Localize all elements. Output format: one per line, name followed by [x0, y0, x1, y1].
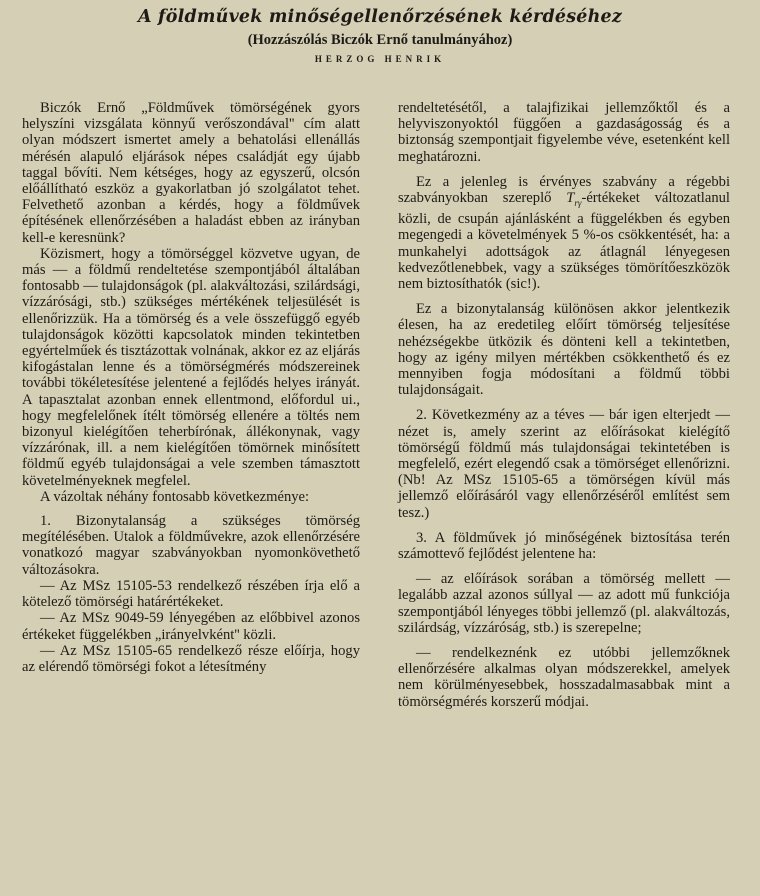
paragraph-common-knowledge: Közismert, hogy a tömörséggel közvetve ugyan, de más — a földmű rendeltetése szempontjából általában fontosabb — tulajdonságok (pl. alakváltozási, szilárdsági, vízzárósági, stb.) szükséges mértékének teljesülését is ellenőrizzük. Ha a tömörség és a vele összefüggő egyéb tulajdonságok közötti kapcsolatok minden tekintetben egyértelműek és tisztázottak volnának, akkor ez az eljárás kifogástalan lenne és a tömörségmérés módszereinek további tökéletesítése jelentené a fejlődés helyes irányát. A tapasztalat azonban ennek ellentmond, előfordul ui., hogy megfelelőnek ítélt tömörség ellenére a töltés nem bizonyul kielégítően teherbírónak, állékonynak, vagy vízzárónak, ill. a nem kielégítően tömörnek minősített földmű egyéb tulajdonságai a vele szemben támasztott követelményeknek megfelel.	[22, 245, 361, 489]
paragraph-intro: Biczók Ernő „Földművek tömörségének gyors helyszíni vizsgálata könnyű verőszondával'' cím alatt olyan módszert ismertet amely a behatolási ellenállás mérésén alapuló eljárások népes családját egy újabb taggal bővíti. Nem kétséges, hogy az egyszerű, olcsón előállítható eszköz a gyakorlatban jó szolgálatot tehet. Felvethető azonban a kérdés, hogy a földművek építésének ellenőrzésében a haladást ebben az irányban kell-e keresnünk?	[22, 100, 360, 246]
article-title: A földművek minőségellenőrzésének kérdéséhez	[137, 7, 623, 27]
paragraph-point-3-a: — az előírások sorában a tömörség mellett — legalább azzal azonos súllyal — az adott mű funkciója szempontjából lényeges többi jellemző (pl. alakváltozás, szilárdság, vízzáróság, stb.) is szerepelne;	[398, 571, 730, 636]
paragraph-msz-15105-65: — Az MSz 15105-65 rendelkező része előírja, hogy az elérendő tömörségi fokot a létesítmény	[22, 642, 360, 675]
article-author: HERZOG HENRIK	[314, 54, 446, 64]
current-standard-text-b: -értékeket változatlanul közli, de csupán ajánlásként a függelékben és egyben megengedi a követelmények 5 %-os csökkentését, ha: a munkahelyi adottságok az átlagnál lényegesen kedvezőtlenebbek, vagy a szükséges tömörítőeszközök nem biztosíthatók (sic!).	[398, 190, 730, 292]
paragraph-msz-9049-59: — Az MSz 9049-59 lényegében az előbbivel azonos értékeket függelékben „irányelvként'' közli.	[22, 610, 360, 643]
paragraph-point-3-b: — rendelkeznénk ez utóbbi jellemzőknek ellenőrzésére alkalmas olyan módszerekkel, amelyek nem körülményesebbek, hosszadalmasabbak mint a tömörségmérés korszerű módjai.	[398, 645, 730, 710]
paragraph-uncertainty: Ez a bizonytalanság különösen akkor jelentkezik élesen, ha az eredetileg előírt tömörség teljesítése nehézségekbe ütközik és dönteni kell a tekintetben, hogy az igény milyen mértékben csökkenthető és ez mennyiben fogja módosítani a földmű többi tulajdonságait.	[398, 301, 730, 399]
paragraph-consequences-lead: A vázoltak néhány fontosabb következménye:	[40, 488, 310, 505]
paragraph-msz-15105-53: — Az MSz 15105-53 rendelkező részében írja elő a kötelező tömörségi határértékeket.	[22, 577, 360, 611]
current-standard-text-a: Ez a jelenleg is érvényes szabvány a régebbi szabványokban szereplő	[398, 173, 730, 207]
paragraph-point-3: 3. A földművek jó minőségének biztosítása terén számottevő fejlődést jelentene ha:	[398, 529, 730, 562]
paragraph-current-standard	[398, 174, 730, 292]
article-header	[0, 0, 760, 65]
paragraph-point-1: 1. Bizonytalanság a szükséges tömörség megítélésében. Utalok a földművekre, azok ellenőrzésére vonatkozó magyar szabványokban nyomonkövethető változásokra.	[22, 513, 360, 578]
article-subtitle: (Hozzászólás Biczók Ernő tanulmányához)	[247, 32, 513, 48]
paragraph-point-2: 2. Következmény az a téves — bár igen elterjedt — nézet is, amely szerint az előírásokat kielégítő tömörségű földmű más tulajdonságai tekintetében is megfelelő, ezért elegendő csak a tömörséget ellenőrizni. (Nb! Az MSz 15105-65 a tömörségen kívül más jellemző előírásáról vagy ellenőrzéséről említést sem tesz.)	[398, 407, 730, 521]
left-column	[22, 100, 360, 675]
right-column	[398, 100, 730, 710]
symbol-t-ry: $T_{r\gamma}$	[566, 190, 582, 208]
paragraph-continuation: rendeltetésétől, a talajfizikai jellemzőktől és a helyviszonyoktól függően a gazdaságosság és a biztonság szempontjait figyelembe véve, esetenként kell meghatározni.	[398, 100, 730, 165]
